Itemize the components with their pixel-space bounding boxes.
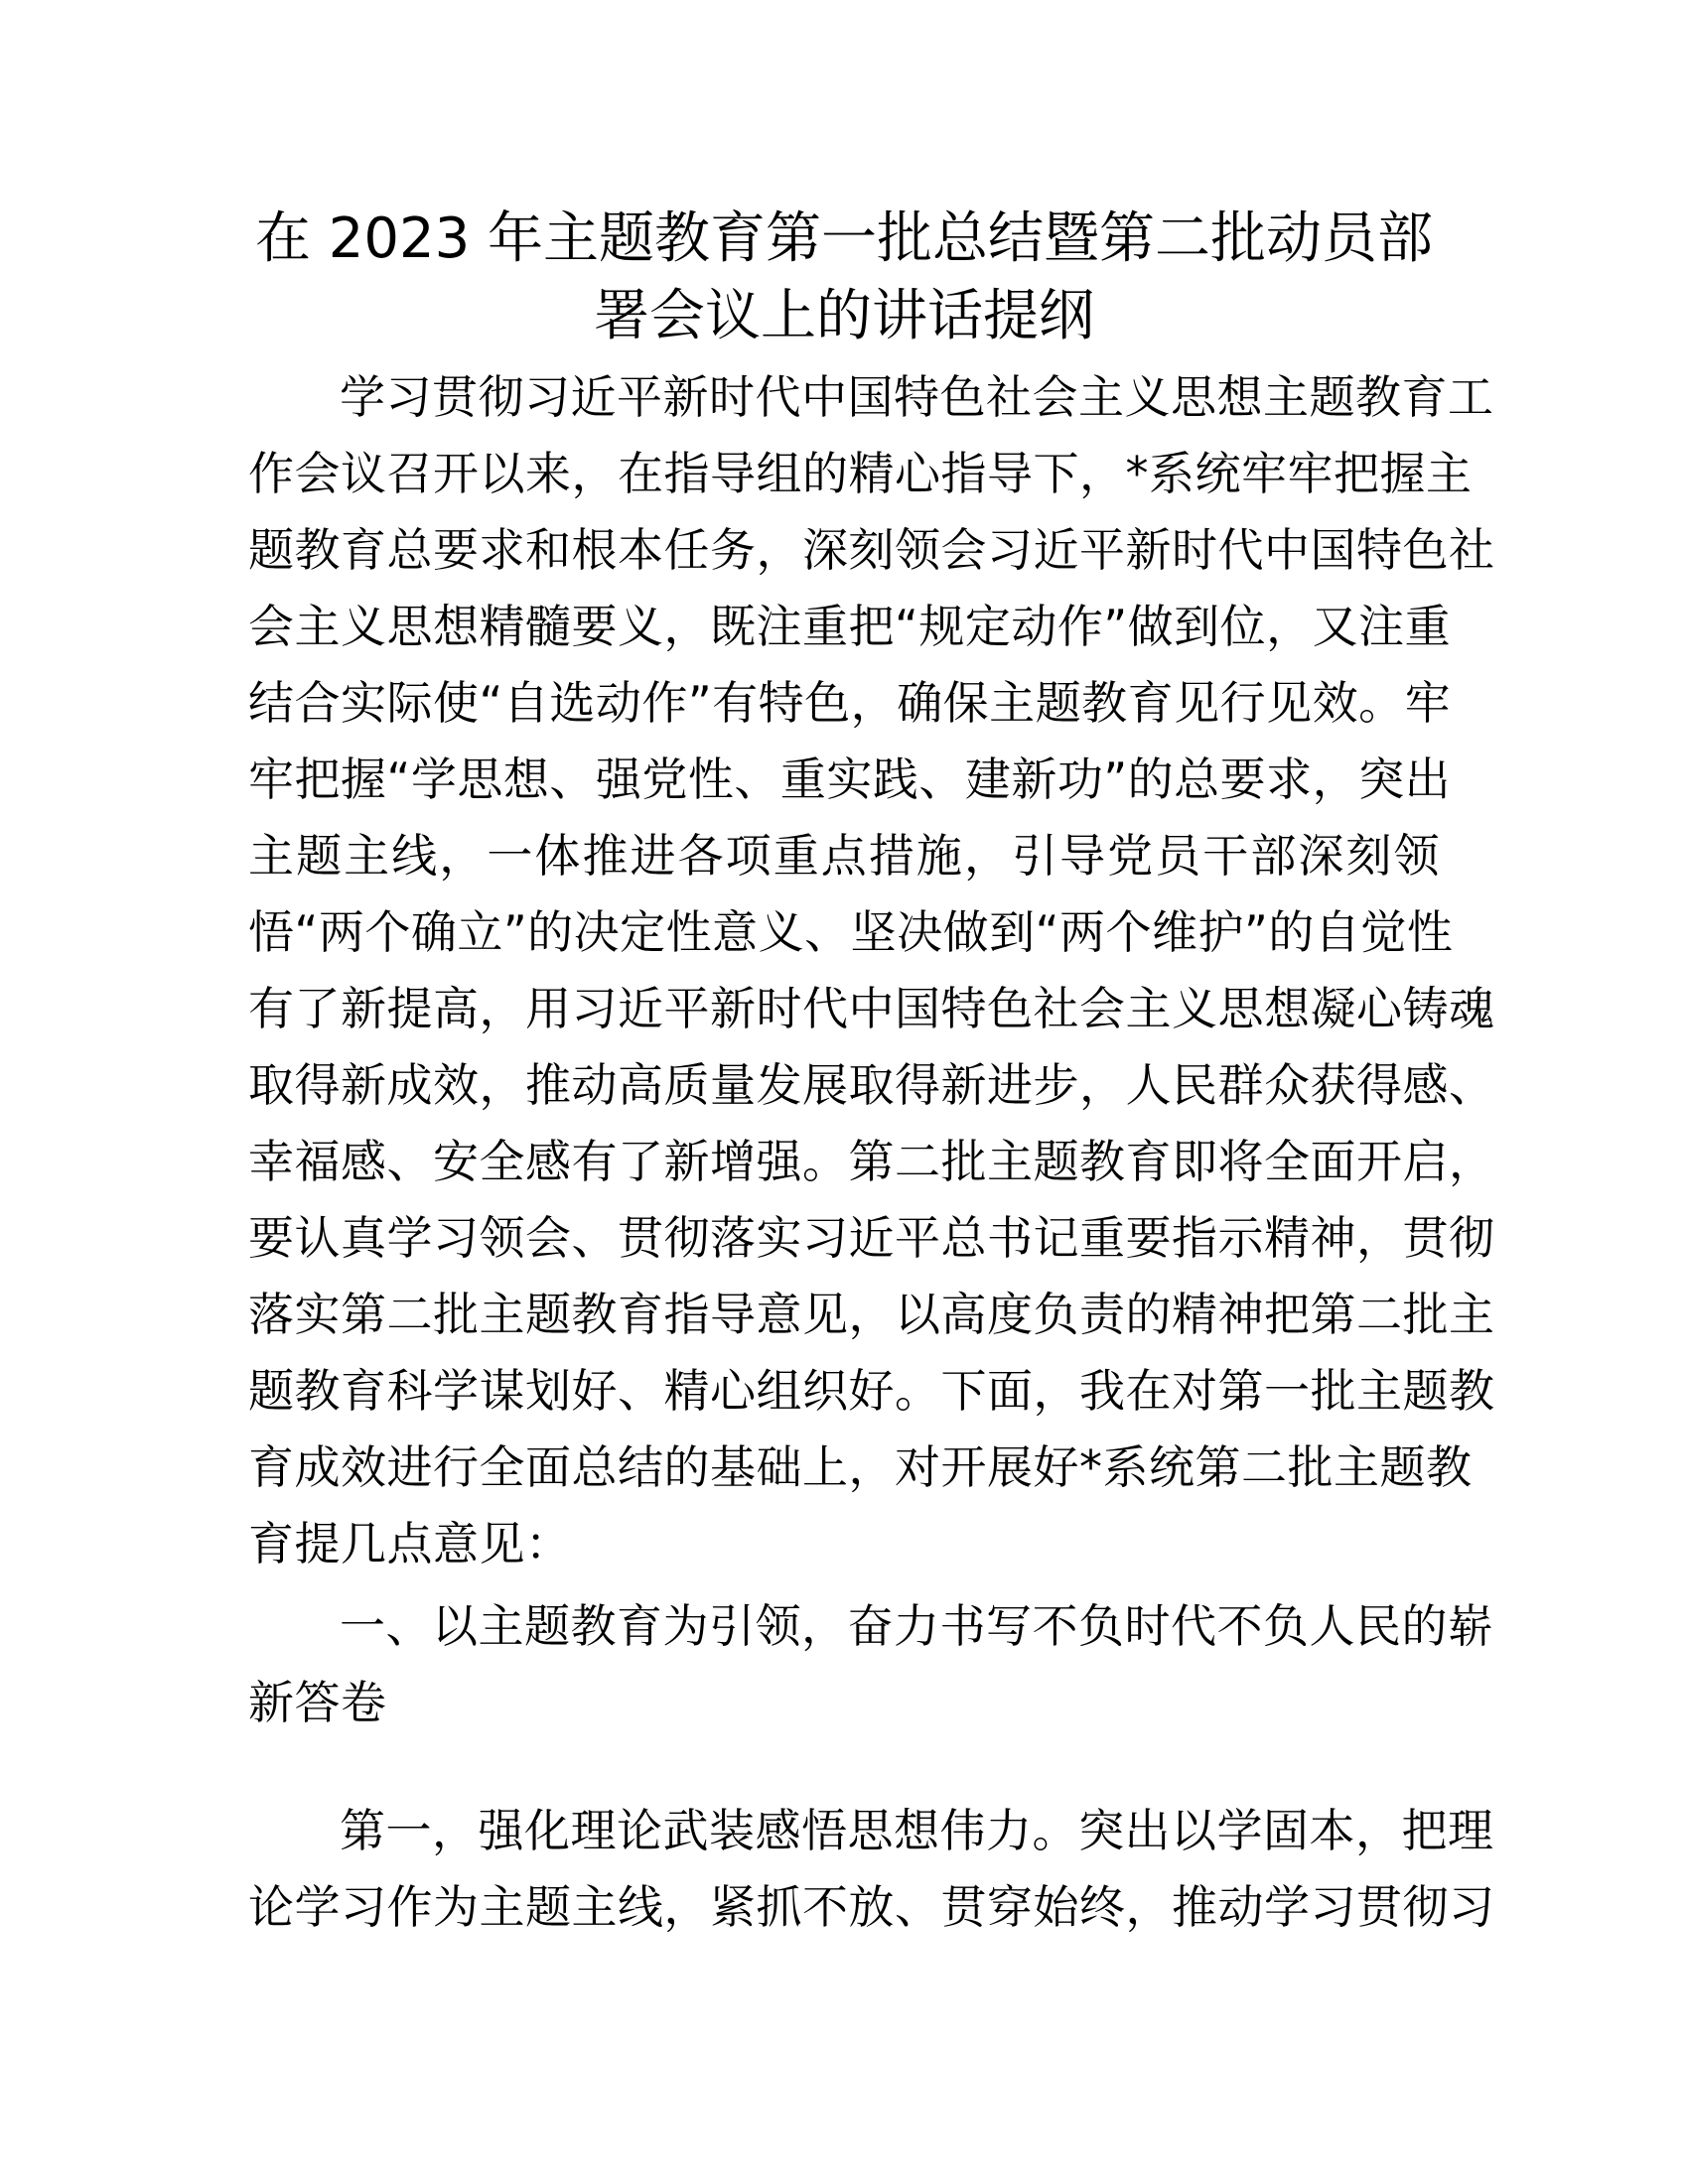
paragraph-line: 有了新提高，用习近平新时代中国特色社会主义思想凝心铸魂 bbox=[248, 982, 1495, 1035]
paragraph-line: 落实第二批主题教育指导意见，以高度负责的精神把第二批主 bbox=[248, 1288, 1495, 1341]
paragraph-line: 育提几点意见： bbox=[248, 1517, 572, 1570]
paragraph-line: 论学习作为主题主线，紧抓不放、贯穿始终，推动学习贯彻习 bbox=[248, 1880, 1495, 1934]
paragraph-line: 悟“两个确立”的决定性意义、坚决做到“两个维护”的自觉性 bbox=[248, 905, 1454, 959]
paragraph-line: 题教育总要求和根本任务，深刻领会习近平新时代中国特色社 bbox=[248, 523, 1495, 577]
paragraph-line: 要认真学习领会、贯彻落实习近平总书记重要指示精神，贯彻 bbox=[248, 1211, 1495, 1265]
paragraph-line: 幸福感、安全感有了新增强。第二批主题教育即将全面开启， bbox=[248, 1135, 1495, 1188]
heading-line: 新答卷 bbox=[248, 1676, 387, 1729]
title-line: 署会议上的讲话提纲 bbox=[594, 284, 1094, 348]
paragraph-line: 主题主线，一体推进各项重点措施，引导党员干部深刻领 bbox=[248, 829, 1440, 883]
paragraph-line: 牢把握“学思想、强党性、重实践、建新功”的总要求，突出 bbox=[248, 752, 1452, 806]
paragraph-line: 育成效进行全面总结的基础上，对开展好*系统第二批主题教 bbox=[248, 1440, 1473, 1494]
paragraph-line: 第一，强化理论武装感悟思想伟力。突出以学固本，把理 bbox=[340, 1804, 1494, 1857]
paragraph-line: 作会议召开以来，在指导组的精心指导下，*系统牢牢把握主 bbox=[248, 447, 1473, 500]
paragraph-line: 题教育科学谋划好、精心组织好。下面，我在对第一批主题教 bbox=[248, 1364, 1495, 1418]
paragraph-line: 会主义思想精髓要义，既注重把“规定动作”做到位，又注重 bbox=[248, 600, 1452, 653]
title-line: 在 2023 年主题教育第一批总结暨第二批动员部 bbox=[254, 206, 1434, 271]
paragraph-line: 结合实际使“自选动作”有特色，确保主题教育见行见效。牢 bbox=[248, 676, 1452, 730]
paragraph-line: 学习贯彻习近平新时代中国特色社会主义思想主题教育工 bbox=[340, 370, 1494, 424]
document-title bbox=[248, 201, 1440, 355]
paragraph-line: 取得新成效，推动高质量发展取得新进步，人民群众获得感、 bbox=[248, 1058, 1495, 1112]
heading-line: 一、以主题教育为引领，奋力书写不负时代不负人民的崭 bbox=[340, 1599, 1494, 1653]
